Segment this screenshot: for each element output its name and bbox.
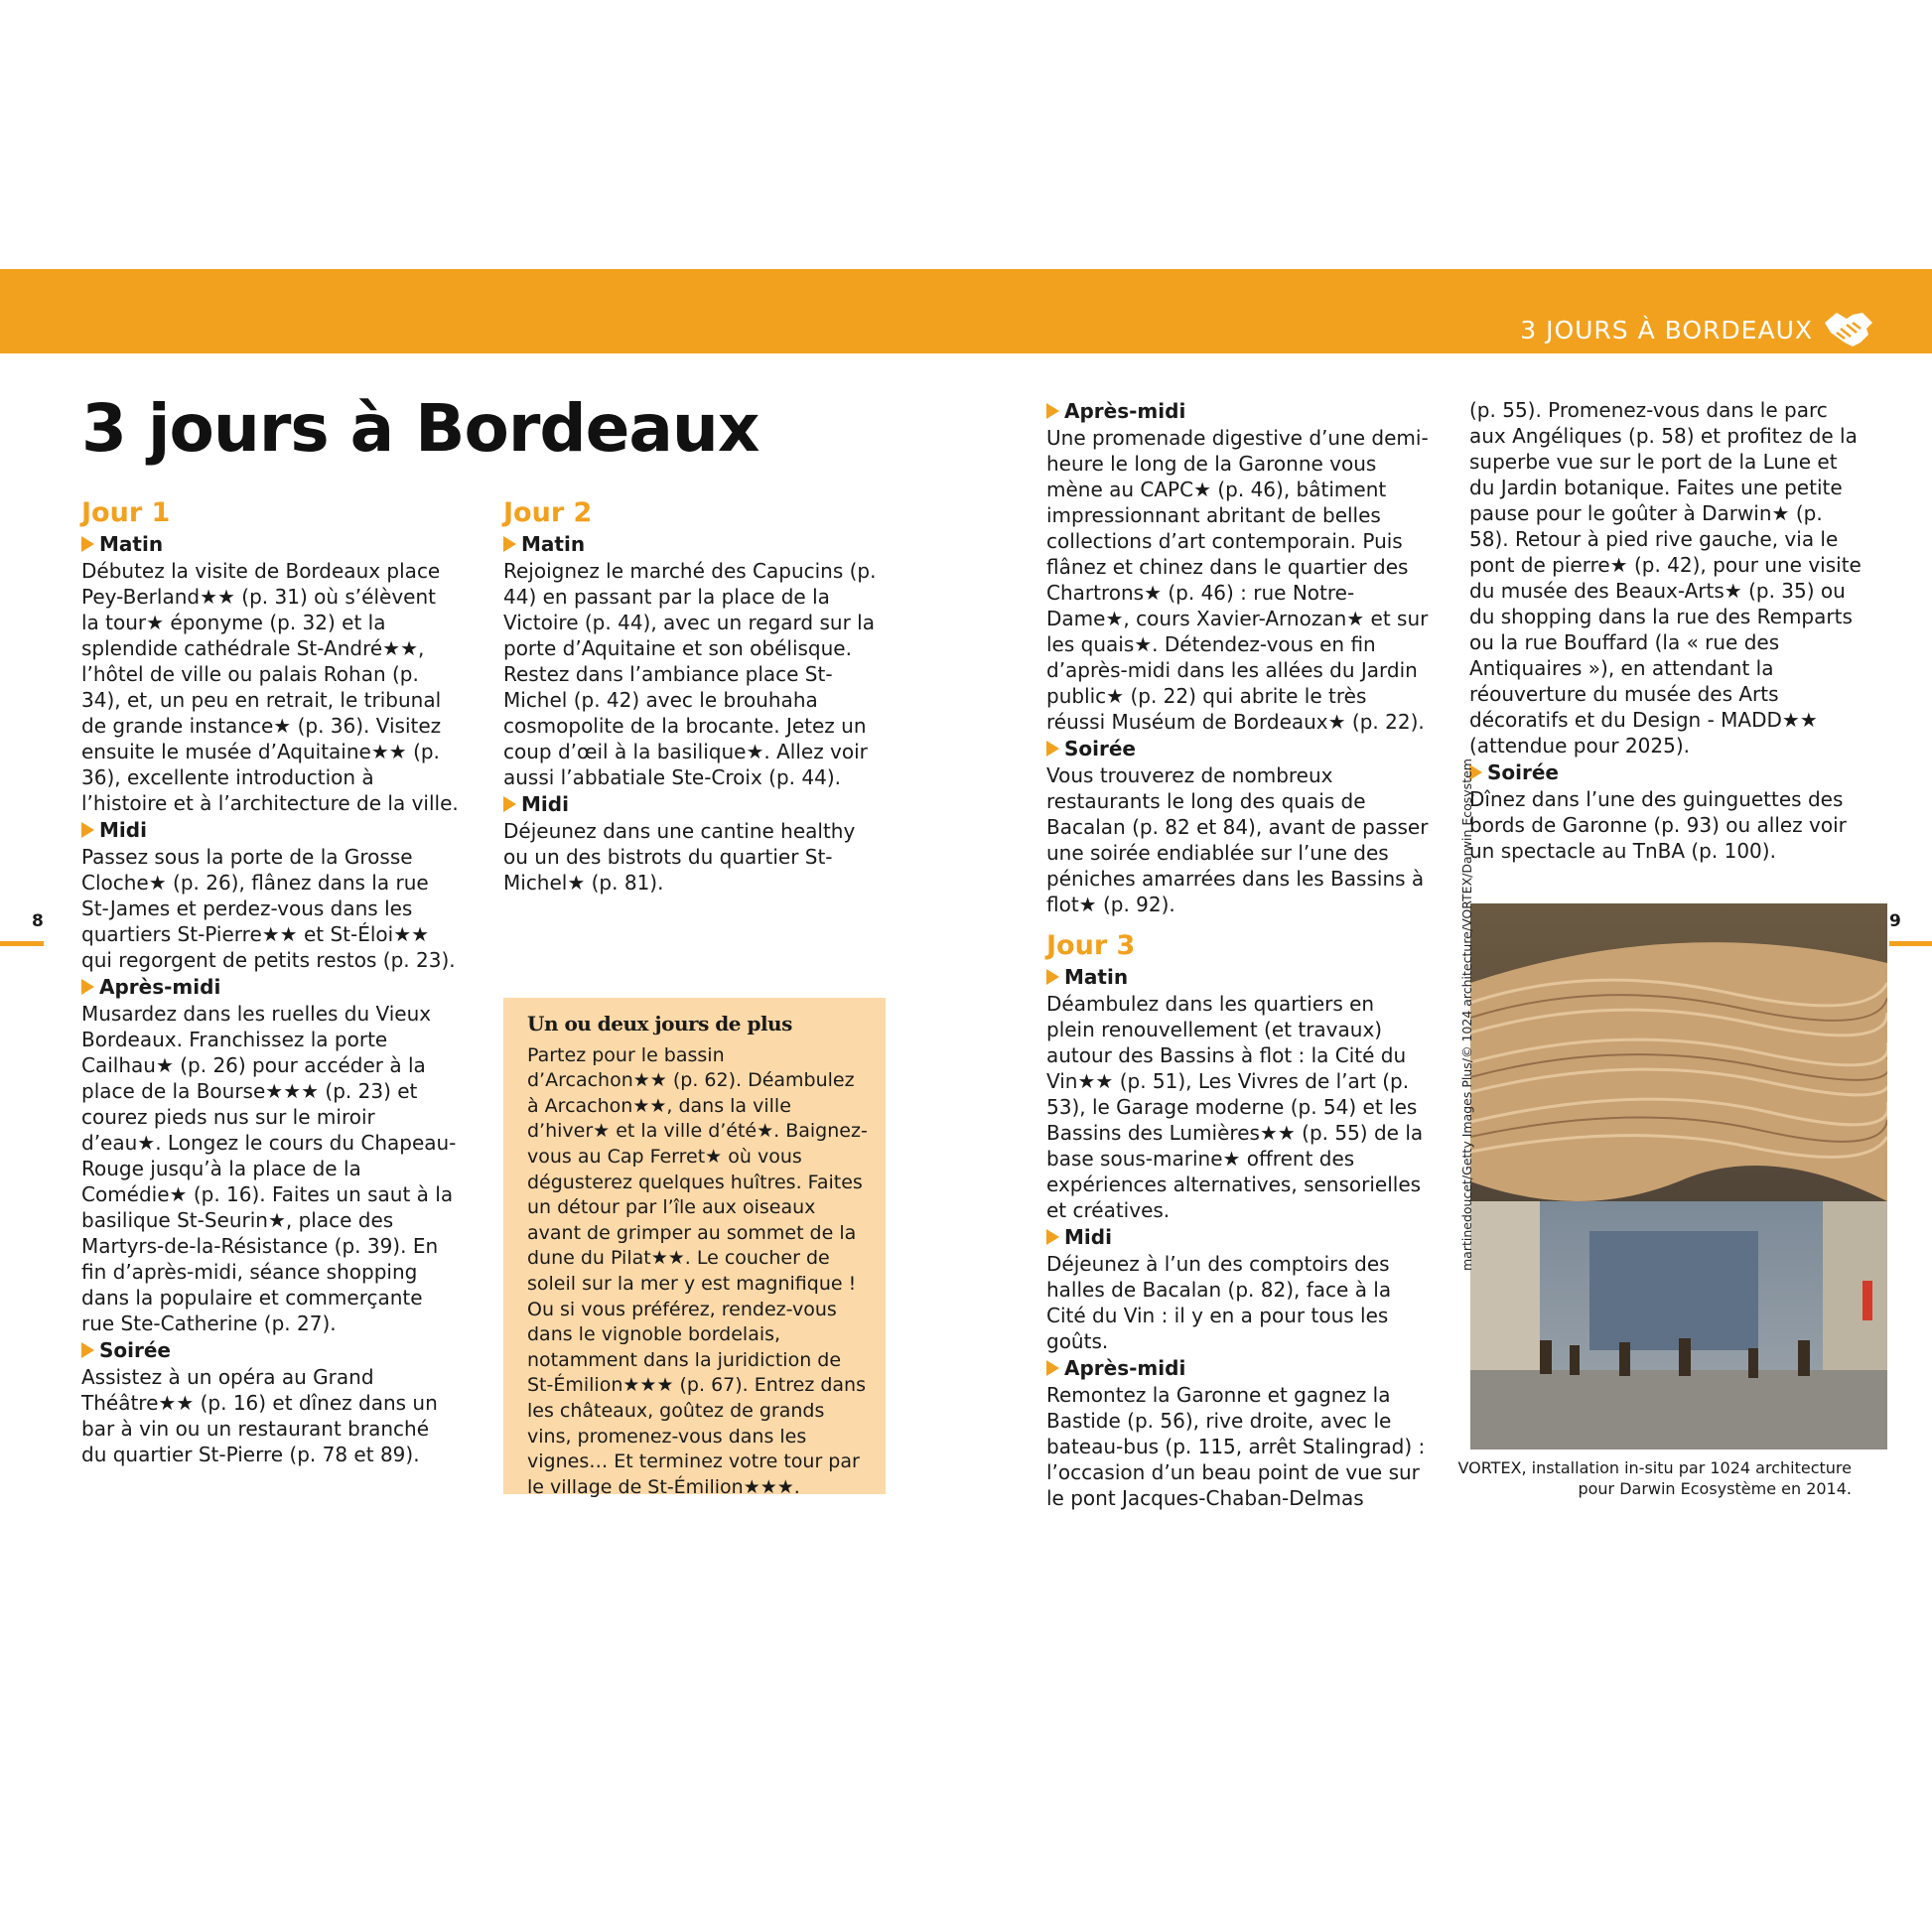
jour2-apresmidi-heading: Après-midi [1046, 397, 1429, 425]
page-number-left: 8 [32, 911, 44, 931]
extra-days-vignoble: Ou si vous préférez, rendez-vous dans le vignoble bordelais, notamment dans la juridiction de St-Émilion★★★ (p. 67). Entrez dans les châteaux, goûtez de grands vins, promenez-vous dans les vignes… Et terminez votre tour par le village de St-Émilion★★★. [527, 1298, 866, 1498]
triangle-arrow-icon [81, 1342, 94, 1358]
column-4 [1469, 397, 1866, 864]
jour2-heading: Jour 2 [503, 497, 593, 528]
triangle-arrow-icon [1046, 1229, 1059, 1245]
page-number-right: 9 [1889, 911, 1901, 931]
extra-days-box [503, 998, 886, 1498]
jour2-soiree-text: Vous trouverez de nombreux restaurants le long des quais de Bacalan (p. 82 et 84), avant de passer une soirée endiablée sur l’une des péniches amarrées dans les Bassins à flot★ (p. 92). [1046, 763, 1429, 916]
jour1-heading: Jour 1 [81, 497, 171, 528]
triangle-arrow-icon [81, 979, 94, 995]
page-title: 3 jours à Bordeaux [81, 390, 759, 467]
jour3-soiree-heading: Soirée [1469, 759, 1866, 786]
jour2-matin-text: Rejoignez le marché des Capucins (p. 44) en passant par la place de la Victoire (p. 44), avec un regard sur la porte d’Aquitaine et son obélisque. Restez dans l’ambiance place St-Michel (p. 42) avec le brouhaha cosmopolite de la brocante. Jetez un coup d’œil à la basilique★. Allez voir aussi l’abbatiale Ste-Croix (p. 44). [503, 559, 877, 789]
jour2-midi-heading: Midi [503, 790, 886, 818]
triangle-arrow-icon [81, 822, 94, 838]
jour2-matin-heading: Matin [503, 530, 886, 558]
handshake-icon [1823, 309, 1874, 350]
jour2-apresmidi-text: Une promenade digestive d’une demi-heure le long de la Garonne vous mène au CAPC★ (p. 46), bâtiment impressionnant abritant de belles collections d’art contemporain. Puis flânez et chinez dans le quartier des Chartrons★ (p. 46) : rue Notre-Dame★, cours Xavier-Arnozan★ et sur les quais★. Détendez-vous en fin d’après-midi dans les allées du Jardin public★ (p. 22) qui abrite le très réussi Muséum de Bordeaux★ (p. 22). [1046, 426, 1429, 734]
triangle-arrow-icon [503, 536, 516, 552]
triangle-arrow-icon [1046, 969, 1059, 985]
jour1-midi-text: Passez sous la porte de la Grosse Cloche★ (p. 26), flânez dans la rue St-James et perdez-vous dans les quartiers St-Pierre★★ et St-Éloi★★ qui regorgent de petits restos (p. 23). [81, 845, 456, 972]
jour2-soiree-heading: Soirée [1046, 735, 1429, 762]
extra-days-arcachon: Partez pour le bassin d’Arcachon★★ (p. 62). Déambulez à Arcachon★★, dans la ville d’hiver★ et la ville d’été★. Baignez-vous au Cap Ferret★ où vous dégusterez quelques huîtres. Faites un détour par l’île aux oiseaux avant de grimper au sommet de la dune du Pilat★★. Le coucher de soleil sur la mer y est magnifique ! [527, 1043, 868, 1295]
vortex-photo [1470, 903, 1887, 1449]
jour1-apresmidi-text: Musardez dans les ruelles du Vieux Bordeaux. Franchissez la porte Cailhau★ (p. 26) pour accéder à la place de la Bourse★★★ (p. 23) et courez pieds nus sur le miroir d’eau★. Longez le cours du Chapeau-Rouge jusqu’à la place de la Comédie★ (p. 16). Faites un saut à la basilique St-Seurin★, place des Martyrs-de-la-Résistance (p. 39). En fin d’après-midi, séance shopping dans la populaire et commerçante rue Ste-Catherine (p. 27). [81, 1002, 457, 1335]
running-header-title: 3 JOURS À BORDEAUX [1520, 316, 1813, 345]
jour3-apresmidi-text: Remontez la Garonne et gagnez la Bastide (p. 56), rive droite, avec le bateau-bus (p. 115, arrêt Stalingrad) : l’occasion d’un beau point de vue sur le pont Jacques-Chaban-Delmas [1046, 1383, 1426, 1510]
triangle-arrow-icon [81, 536, 94, 552]
jour2-midi-text: Déjeunez dans une cantine healthy ou un des bistrots du quartier St-Michel★ (p. 81). [503, 819, 856, 895]
jour3-soiree-text: Dînez dans l’une des guinguettes des bords de Garonne (p. 93) ou allez voir un spectacle au TnBA (p. 100). [1469, 787, 1847, 863]
photo-caption: VORTEX, installation in-situ par 1024 architecture pour Darwin Ecosystème en 2014. [1457, 1458, 1852, 1498]
photo-credit: martinedoucet/Getty Images Plus/© 1024 architecture/VORTEX/Darwin Ecosystem [1459, 759, 1474, 1271]
jour2-column [503, 496, 886, 896]
jour1-apresmidi-heading: Après-midi [81, 973, 459, 1001]
jour1-column [81, 496, 459, 1467]
jour3-apresmidi-continued: (p. 55). Promenez-vous dans le parc aux Angéliques (p. 58) et profitez de la superbe vue sur le port de la Lune et du Jardin botanique. Faites une petite pause pour le goûter à Darwin★ (p. 58). Retour à pied rive gauche, via le pont de pierre★ (p. 42), pour une visite du musée des Beaux-Arts★ (p. 35) ou du shopping dans la rue des Remparts ou la rue Bouffard (la « rue des Antiquaires »), en attendant la réouverture du musée des Arts décoratifs et du Design - MADD★★ (attendue pour 2025). [1469, 398, 1862, 758]
page-marker-right [1889, 941, 1932, 946]
jour3-apresmidi-heading: Après-midi [1046, 1354, 1429, 1382]
jour1-soiree-heading: Soirée [81, 1336, 459, 1364]
jour3-matin-text: Déambulez dans les quartiers en plein renouvellement (et travaux) autour des Bassins à flot : la Cité du Vin★★ (p. 51), Les Vivres de l’art (p. 53), le Garage moderne (p. 54) et les Bassins des Lumières★★ (p. 55) de la base sous-marine★ offrent des expériences alternatives, sensorielles et créatives. [1046, 992, 1424, 1222]
triangle-arrow-icon [503, 796, 516, 812]
jour3-heading: Jour 3 [1046, 930, 1136, 961]
jour1-matin-heading: Matin [81, 530, 459, 558]
jour1-soiree-text: Assistez à un opéra au Grand Théâtre★★ (p. 16) et dînez dans un bar à vin ou un restaurant branché du quartier St-Pierre (p. 78 et 89). [81, 1365, 438, 1466]
triangle-arrow-icon [1046, 403, 1059, 419]
jour3-matin-heading: Matin [1046, 963, 1429, 991]
triangle-arrow-icon [1046, 1360, 1059, 1376]
page-marker-left [0, 941, 44, 946]
jour3-midi-text: Déjeunez à l’un des comptoirs des halles de Bacalan (p. 82), face à la Cité du Vin : il y en a pour tous les goûts. [1046, 1252, 1392, 1353]
column-3 [1046, 397, 1429, 1511]
triangle-arrow-icon [1046, 741, 1059, 757]
jour3-midi-heading: Midi [1046, 1223, 1429, 1251]
extra-days-title: Un ou deux jours de plus [527, 1012, 792, 1035]
jour1-matin-text: Débutez la visite de Bordeaux place Pey-Berland★★ (p. 31) où s’élèvent la tour★ éponyme (p. 32) et la splendide cathédrale St-André★★, l’hôtel de ville ou palais Rohan (p. 34), et, un peu en retrait, le tribunal de grande instance★ (p. 36). Visitez ensuite le musée d’Aquitaine★★ (p. 36), excellente introduction à l’histoire et à l’architecture de la ville. [81, 559, 459, 815]
jour1-midi-heading: Midi [81, 816, 459, 844]
